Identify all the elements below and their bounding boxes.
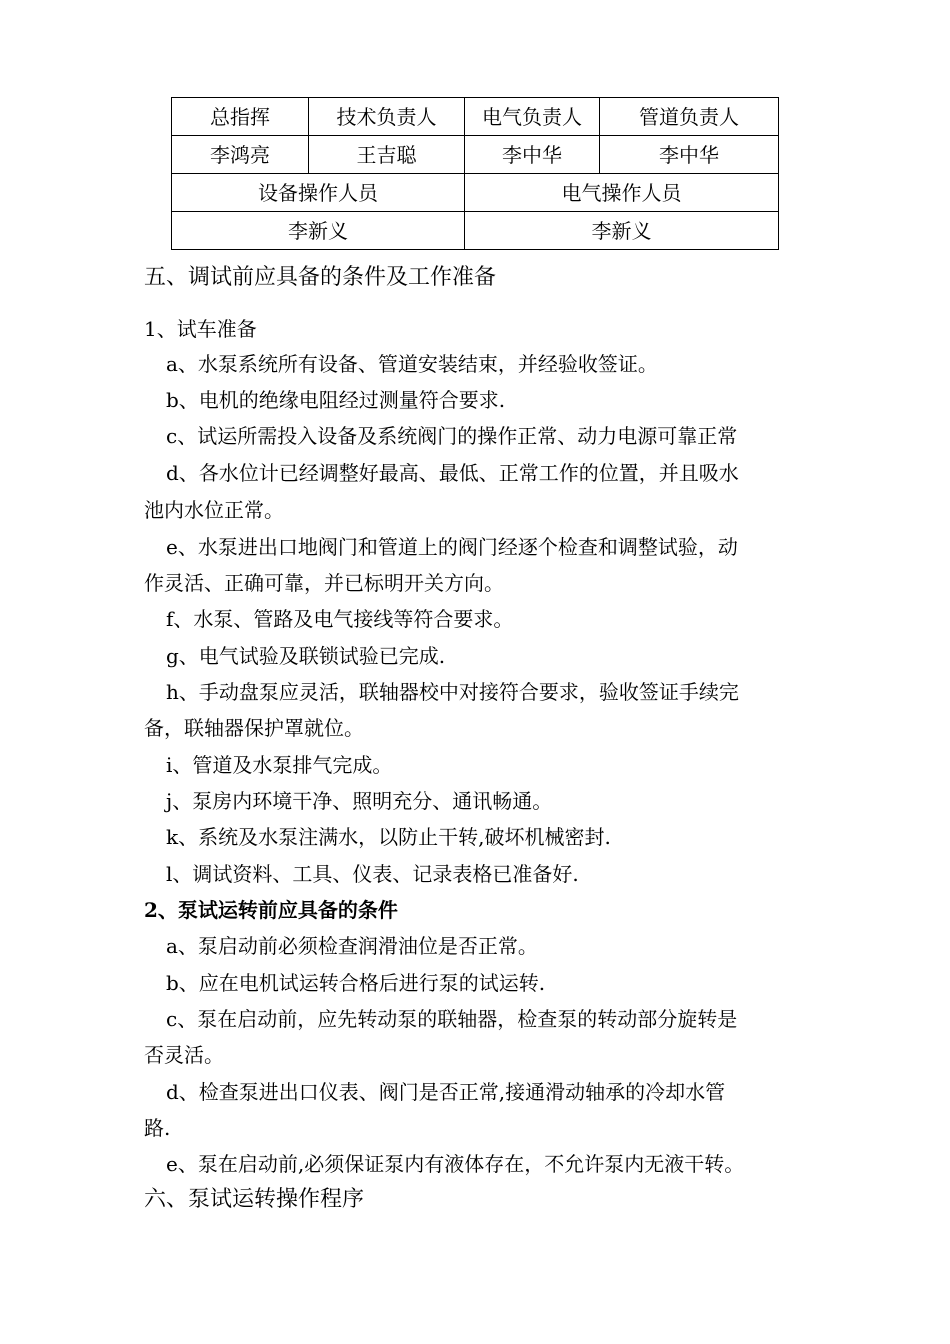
section-heading: 六、泵试运转操作程序 [144, 1187, 365, 1212]
subsection-heading: 2、泵试运转前应具备的条件 [144, 898, 398, 922]
paragraph-line: e、泵在启动前,必须保证泵内有液体存在，不允许泵内无液干转。 [166, 1152, 745, 1176]
paragraph-line: b、电机的绝缘电阻经过测量符合要求. [166, 388, 506, 412]
table-cell: 电气负责人 [465, 98, 600, 136]
paragraph-line: g、电气试验及联锁试验已完成. [166, 644, 446, 668]
table-row [172, 174, 779, 212]
table-cell: 王吉聪 [309, 136, 465, 174]
paragraph-line: 路. [144, 1116, 171, 1140]
table-row [172, 212, 779, 250]
paragraph-line: e、水泵进出口地阀门和管道上的阀门经逐个检查和调整试验，动 [166, 535, 738, 559]
table-row [172, 98, 779, 136]
paragraph-line: a、水泵系统所有设备、管道安装结束，并经验收签证。 [166, 352, 658, 376]
paragraph-line: 否灵活。 [144, 1043, 224, 1067]
table-cell: 李新义 [465, 212, 779, 250]
paragraph-line: i、管道及水泵排气完成。 [166, 753, 393, 777]
paragraph-line: k、系统及水泵注满水，以防止干转,破坏机械密封. [166, 825, 611, 849]
paragraph-line: j、泵房内环境干净、照明充分、通讯畅通。 [166, 789, 553, 813]
paragraph-line: d、检查泵进出口仪表、阀门是否正常,接通滑动轴承的冷却水管 [166, 1080, 726, 1104]
paragraph-line: l、调试资料、工具、仪表、记录表格已准备好. [166, 862, 579, 886]
table-cell: 李中华 [600, 136, 779, 174]
table-cell: 设备操作人员 [172, 174, 465, 212]
paragraph-line: h、手动盘泵应灵活，联轴器校中对接符合要求，验收签证手续完 [166, 680, 739, 704]
personnel-table [171, 97, 779, 250]
table-cell: 李鸿亮 [172, 136, 309, 174]
table-cell: 电气操作人员 [465, 174, 779, 212]
section-heading: 五、调试前应具备的条件及工作准备 [144, 265, 497, 290]
paragraph-line: 池内水位正常。 [144, 498, 284, 522]
table-cell: 技术负责人 [309, 98, 465, 136]
table-cell: 李中华 [465, 136, 600, 174]
subsection-heading: 1、试车准备 [144, 317, 257, 341]
paragraph-line: f、水泵、管路及电气接线等符合要求。 [166, 607, 514, 631]
table-cell: 管道负责人 [600, 98, 779, 136]
paragraph-line: c、泵在启动前，应先转动泵的联轴器，检查泵的转动部分旋转是 [166, 1007, 738, 1031]
table-row [172, 136, 779, 174]
paragraph-line: 作灵活、正确可靠，并已标明开关方向。 [144, 571, 504, 595]
paragraph-line: a、泵启动前必须检查润滑油位是否正常。 [166, 934, 538, 958]
table-cell: 总指挥 [172, 98, 309, 136]
paragraph-line: d、各水位计已经调整好最高、最低、正常工作的位置，并且吸水 [166, 461, 739, 485]
paragraph-line: c、试运所需投入设备及系统阀门的操作正常、动力电源可靠正常 [166, 424, 738, 448]
paragraph-line: 备，联轴器保护罩就位。 [144, 716, 364, 740]
paragraph-line: b、应在电机试运转合格后进行泵的试运转. [166, 971, 546, 995]
table-cell: 李新义 [172, 212, 465, 250]
